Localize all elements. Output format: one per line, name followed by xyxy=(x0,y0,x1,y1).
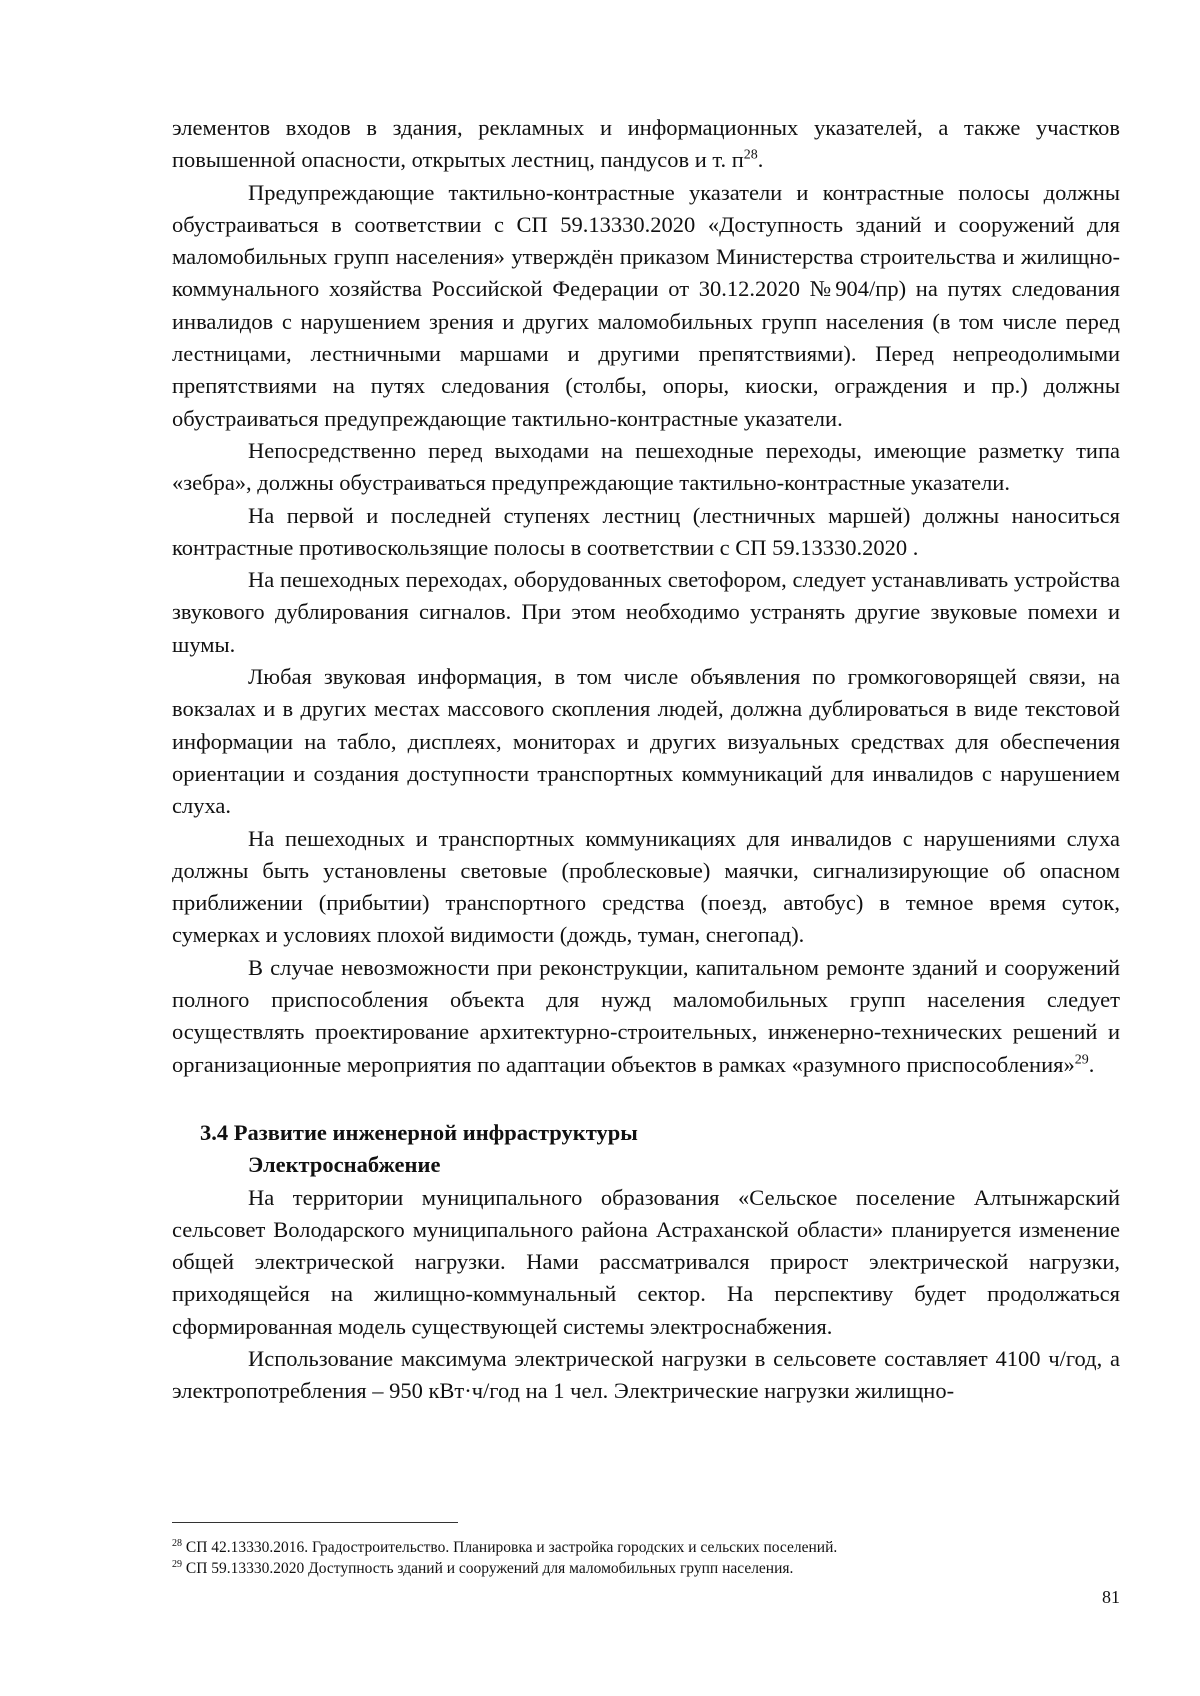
section-heading: 3.4 Развитие инженерной инфраструктуры xyxy=(200,1119,638,1145)
footnote-mark: 28 xyxy=(172,1537,182,1549)
footnote-text: СП 42.13330.2016. Градостроительство. Планировка и застройка городских и сельских поселений. xyxy=(182,1539,838,1556)
subsection-heading: Электроснабжение xyxy=(248,1152,441,1178)
footnote-reference-28[interactable]: 28 xyxy=(743,147,758,163)
page-body xyxy=(172,112,1120,1408)
footnotes xyxy=(172,1537,1120,1579)
paragraph-stair-strips: На первой и последней ступенях лестниц (лестничных маршей) должны наноситься контрастные противоскользящие полосы в соответствии с СП 59.13330.2020 . xyxy=(172,502,1120,560)
section-spacer xyxy=(172,1081,1120,1117)
paragraph-zebra-crossings: Непосредственно перед выходами на пешеходные переходы, имеющие разметку типа «зебра», должны обустраиваться предупреждающие тактильно-контрастные указатели. xyxy=(172,437,1120,496)
paragraph-tail: . xyxy=(1088,1051,1095,1077)
footnote-divider xyxy=(172,1522,458,1523)
paragraph-light-beacons: На пешеходных и транспортных коммуникациях для инвалидов с нарушениями слуха должны быть установлены световые (проблесковые) маячки, сигнализирующие об опасном приближении (прибытии) транспортного средства (поезд, автобус) в темное время суток, сумерках и условиях плохой видимости (дождь, туман, снегопад). xyxy=(172,825,1120,948)
paragraph-consumption: Использование максимума электрической нагрузки в сельсовете составляет 4100 ч/год, а электропотребления – 950 кВт·ч/год на 1 чел. Электрические нагрузки жилищно- xyxy=(172,1345,1120,1404)
paragraph-text-duplication: Любая звуковая информация, в том числе объявления по громкоговорящей связи, на вокзалах и в других местах массового скопления людей, должна дублироваться в виде текстовой информации на табло, дисплеях, мониторах и других визуальных средствах для обеспечения ориентации и создания доступности транспортных коммуникаций для инвалидов с нарушением слуха. xyxy=(172,664,1120,819)
paragraph-entrances xyxy=(172,112,1120,177)
page-number: 81 xyxy=(1102,1587,1120,1607)
paragraph-reasonable-adaptation xyxy=(172,952,1120,1081)
paragraph-electric-load: На территории муниципального образования «Сельское поселение Алтынжарский сельсовет Володарского муниципального района Астраханской области» планируется изменение общей электрической нагрузки. Нами рассматривался прирост электрической нагрузки, приходящейся на жилищно-коммунальный сектор. На перспективу будет продолжаться сформированная модель существующей системы электроснабжения. xyxy=(172,1184,1120,1339)
footnote-mark: 29 xyxy=(172,1558,182,1570)
footnote-text: СП 59.13330.2020 Доступность зданий и сооружений для маломобильных групп населения. xyxy=(182,1560,794,1577)
footnote-29 xyxy=(172,1558,1120,1579)
paragraph-text: элементов входов в здания, рекламных и информационных указателей, а также участков повышенной опасности, открытых лестниц, пандусов и т. п xyxy=(172,115,1120,173)
footnote-28 xyxy=(172,1537,1120,1558)
paragraph-tail: . xyxy=(757,147,764,173)
footnote-reference-29[interactable]: 29 xyxy=(1074,1052,1089,1068)
paragraph-sound-signals: На пешеходных переходах, оборудованных светофором, следует устанавливать устройства звукового дублирования сигналов. При этом необходимо устранять другие звуковые помехи и шумы. xyxy=(172,567,1120,657)
paragraph-tactile-indicators: Предупреждающие тактильно-контрастные указатели и контрастные полосы должны обустраиваться в соответствии с СП 59.13330.2020 «Доступность зданий и сооружений для маломобильных групп населения» утверждён приказом Министерства строительства и жилищно-коммунального хозяйства Российской Федерации от 30.12.2020 №904/пр) на путях следования инвалидов с нарушением зрения и других маломобильных групп населения (в том числе перед лестницами, лестничными маршами и другими препятствиями). Перед непреодолимыми препятствиями на путях следования (столбы, опоры, киоски, ограждения и пр.) должны обустраиваться предупреждающие тактильно-контрастные указатели. xyxy=(172,179,1120,431)
paragraph-text: В случае невозможности при реконструкции, капитальном ремонте зданий и сооружений полного приспособления объекта для нужд маломобильных групп населения следует осуществлять проектирование архитектурно-строительных, инженерно-технических решений и организационные мероприятия по адаптации объектов в рамках «разумного приспособления» xyxy=(172,954,1120,1077)
